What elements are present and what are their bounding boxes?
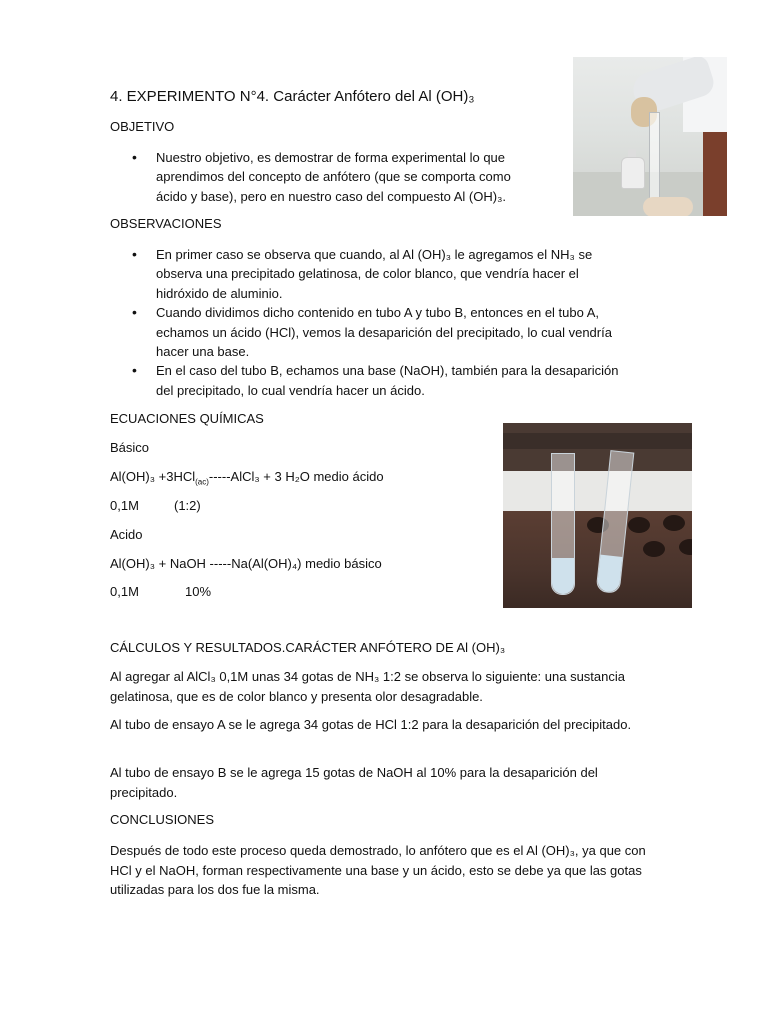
conclusiones-paragraph: Después de todo este proceso queda demostrado, lo anfótero que es el Al (OH)₃, ya que con HCl y el NaOH, forman respectivamente una base y un ácido, esto se debe ya que las gotas utilizadas para los dos fue la misma. <box>110 843 646 897</box>
equation-2: Al(OH)₃ + NaOH -----Na(Al(OH)₄) medio básico <box>110 556 382 571</box>
observaciones-list <box>110 245 670 400</box>
bullet-icon: • <box>132 304 137 321</box>
equation-1-ratio: (1:2) <box>174 498 201 513</box>
list-item: • En el caso del tubo B, echamos una base (NaOH), también para la desaparición del precipitado, lo cual vendría hacer un ácido. <box>132 362 619 398</box>
lab-photo-gloved-hand-test-tube <box>573 57 727 216</box>
lab-photo-test-tube-rack <box>503 423 692 608</box>
observaciones-heading: OBSERVACIONES <box>110 216 222 231</box>
equation-2-pct: 10% <box>185 584 212 599</box>
bullet-icon: • <box>132 362 137 379</box>
equation-1-conc: 0,1M <box>110 498 139 513</box>
calculos-paragraph-2: Al tubo de ensayo A se le agrega 34 gotas de HCl 1:2 para la desaparición del precipitado. <box>110 717 632 732</box>
page-title: 4. EXPERIMENTO N°4. Carácter Anfótero del Al (OH)₃ <box>110 88 475 105</box>
list-item: • Cuando dividimos dicho contenido en tubo A y tubo B, entonces en el tubo A, echamos un ácido (HCl), vemos la desaparición del precipitado, lo cual vendría hacer una base. <box>132 304 612 360</box>
calculos-heading: CÁLCULOS Y RESULTADOS.CARÁCTER ANFÓTERO DE Al (OH)₃ <box>110 640 506 655</box>
ecuaciones-heading: ECUACIONES QUÍMICAS <box>110 411 264 426</box>
list-item: • En primer caso se observa que cuando, al Al (OH)₃ le agregamos el NH₃ se observa una precipitado gelatinosa, de color blanco, que vendría hacer el hidróxido de aluminio. <box>132 246 593 301</box>
calculos-paragraph-3: Al tubo de ensayo B se le agrega 15 gotas de NaOH al 10% para la desaparición del precipitado. <box>110 765 598 800</box>
conclusiones-heading: CONCLUSIONES <box>110 812 215 827</box>
calculos-paragraph-1: Al agregar al AlCl₃ 0,1M unas 34 gotas de NH₃ 1:2 se observa lo siguiente: una sustancia gelatinosa, que es de color blanco y presenta olor desagradable. <box>110 669 625 704</box>
bullet-icon: • <box>132 246 137 262</box>
acido-label: Acido <box>110 527 143 542</box>
basico-label: Básico <box>110 440 150 455</box>
equation-2-conc: 0,1M <box>110 584 139 599</box>
list-item: • Nuestro objetivo, es demostrar de forma experimental lo que aprendimos del concepto de anfótero (que se comporta como ácido y base), pero en nuestro caso del compuesto Al (OH)₃. <box>132 149 511 204</box>
bullet-icon: • <box>132 149 137 165</box>
equation-1: Al(OH)₃ +3HCl$_{(ac)}$-----AlCl₃ + 3 H₂O medio ácido <box>110 469 384 487</box>
objetivo-heading: OBJETIVO <box>110 119 175 134</box>
